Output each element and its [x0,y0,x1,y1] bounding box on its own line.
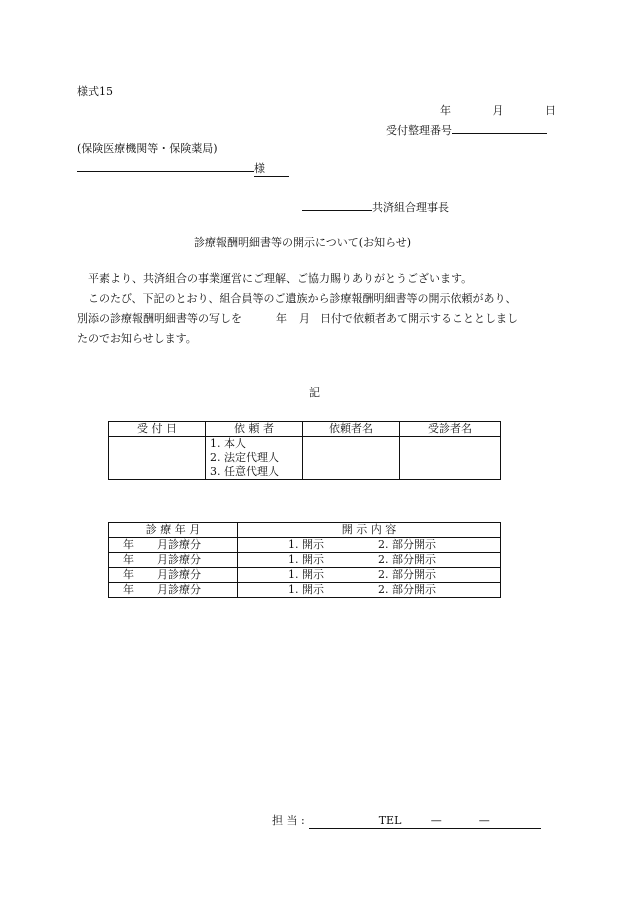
request-table [108,421,501,480]
header-requester: 依 頼 者 [206,422,303,437]
addressee-honorific: 様 [254,162,289,177]
disclosure-content-cell: 1. 開示 2. 部分開示 [238,568,501,583]
treatment-month-cell: 年 月診療分 [109,568,238,583]
patient-name-cell [400,437,501,480]
body-line-4: たのでお知らせします。 [77,332,197,345]
body-month: 月 [299,312,310,325]
addressee-institution: (保険医療機関等・保険薬局) [77,142,218,155]
form-number: 様式15 [77,85,113,98]
disclosure-content-cell: 1. 開示 2. 部分開示 [238,538,501,553]
option-self: 1. 本人 [210,437,246,450]
disclosure-table [108,522,501,598]
date-day: 日 [545,104,556,117]
option-voluntary-agent: 3. 任意代理人 [210,465,279,478]
header-treatment-month: 診 療 年 月 [109,523,238,538]
header-requester-name: 依頼者名 [303,422,400,437]
disclosure-row [109,538,501,553]
date-year: 年 [440,104,451,117]
ki-heading: 記 [309,386,320,399]
body-year: 年 [276,312,287,325]
option-legal-agent: 2. 法定代理人 [210,451,279,464]
tel-label: TEL [378,814,402,827]
tel-dash-2: — [478,814,490,827]
request-table-header [109,422,501,437]
body-line-3: 別添の診療報酬明細書等の写しを 年 月 日付で依頼者あて開示することとしまし [77,312,518,325]
date-line [440,104,556,118]
body-line-2: このたび、下記のとおり、組合員等のご遺族から診療報酬明細書等の開示依頼があり、 [88,292,517,305]
contact-line [272,814,541,829]
requester-name-cell [303,437,400,480]
reception-number-label: 受付整理番号 [386,124,452,137]
header-disclosure-content: 開 示 内 容 [238,523,501,538]
contact-blank [309,814,541,829]
body-line-1: 平素より、共済組合の事業運営にご理解、ご協力賜りありがとうございます。 [88,272,473,285]
request-table-row [109,437,501,480]
disclosure-content-cell: 1. 開示 2. 部分開示 [238,583,501,598]
header-patient-name: 受診者名 [400,422,501,437]
sender-line [302,200,449,215]
date-month: 月 [492,104,504,117]
treatment-month-cell: 年 月診療分 [109,538,238,553]
sender-title: 共済組合理事長 [372,201,449,214]
tel-dash-1: — [430,814,442,827]
disclosure-table-header [109,523,501,538]
addressee-line [77,161,289,177]
document-title: 診療報酬明細書等の開示について(お知らせ) [194,236,412,249]
received-date-cell [109,437,206,480]
treatment-month-cell: 年 月診療分 [109,583,238,598]
addressee-blank [77,161,254,172]
disclosure-row [109,553,501,568]
treatment-month-cell: 年 月診療分 [109,553,238,568]
disclosure-row [109,568,501,583]
reception-number-blank [452,123,547,134]
disclosure-row [109,583,501,598]
body-text [77,269,551,349]
reception-number [386,123,547,138]
contact-label: 担 当 : [272,814,305,827]
header-received-date: 受 付 日 [109,422,206,437]
sender-blank [302,200,372,211]
disclosure-content-cell: 1. 開示 2. 部分開示 [238,553,501,568]
requester-options-cell [206,437,303,480]
